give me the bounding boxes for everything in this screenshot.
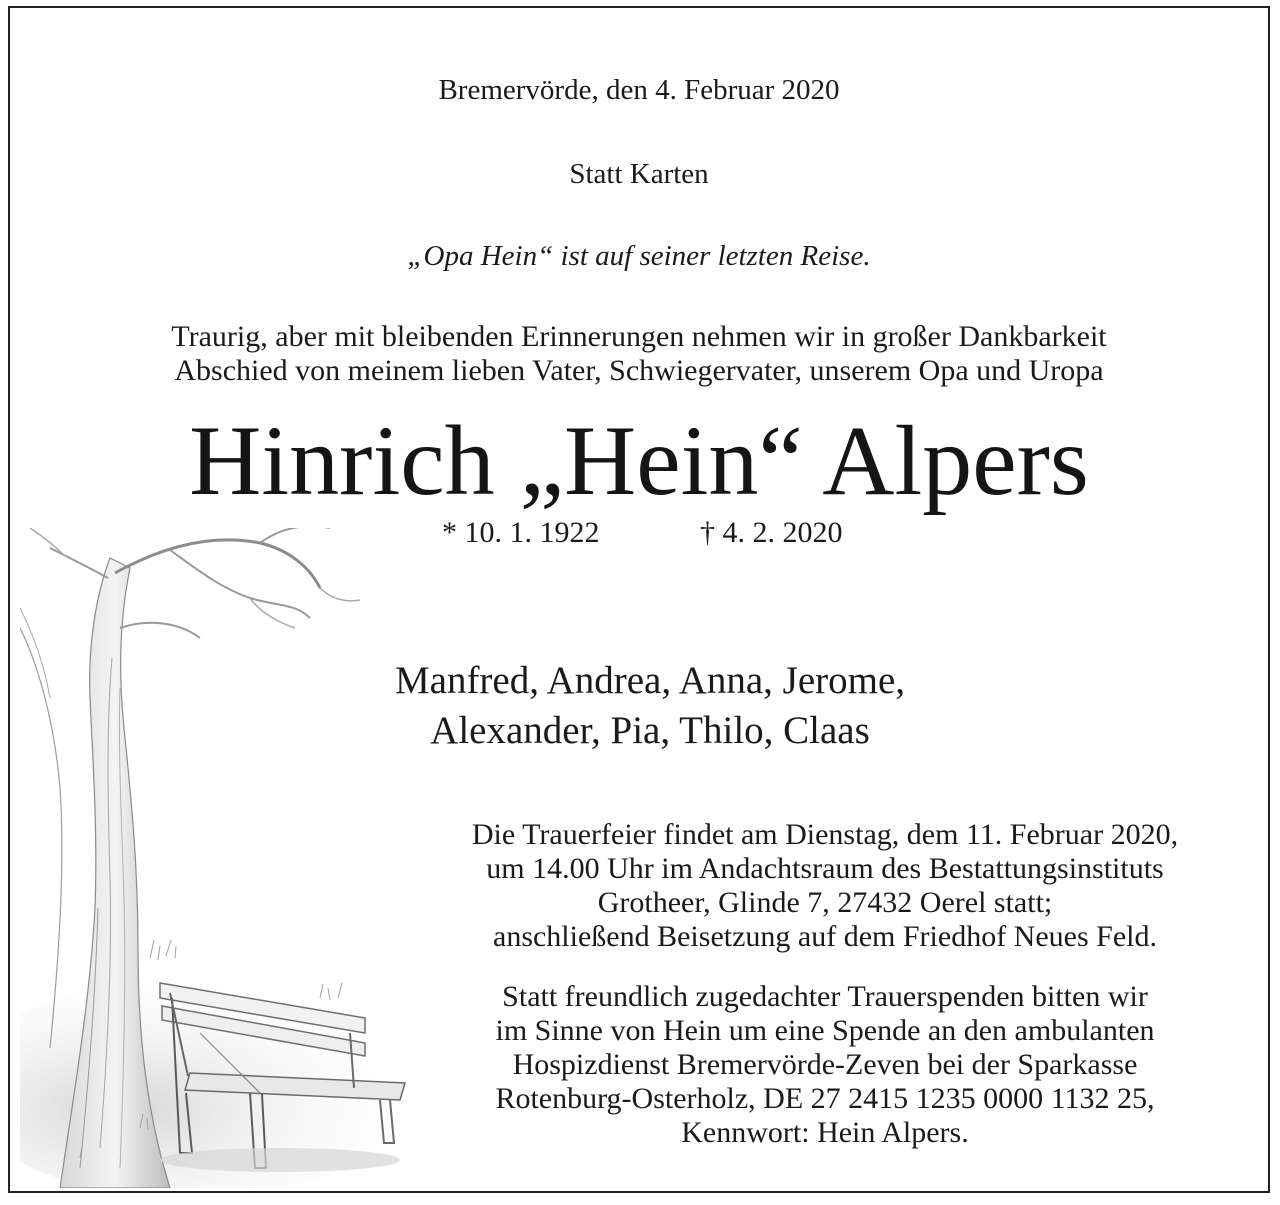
place-date: Bremervörde, den 4. Februar 2020	[438, 74, 840, 106]
donation-line-3: Hospizdienst Bremervörde-Zeven bei der Sparkasse	[512, 1048, 1138, 1081]
obituary-frame	[8, 6, 1270, 1193]
donation-line-5: Kennwort: Hein Alpers.	[681, 1116, 969, 1149]
donation-line-1: Statt freundlich zugedachter Trauerspenden bitten wir	[502, 980, 1148, 1013]
mourners-block	[250, 656, 1050, 756]
donation-line-2: im Sinne von Hein um eine Spende an den ambulanten	[495, 1014, 1155, 1047]
death-date: † 4. 2. 2020	[700, 516, 843, 549]
mourners-line-2: Alexander, Pia, Thilo, Claas	[430, 709, 870, 752]
intro-line-1: Traurig, aber mit bleibenden Erinnerungen nehmen wir in großer Dankbarkeit	[171, 320, 1107, 353]
donation-line-4: Rotenburg-Osterholz, DE 27 2415 1235 0000 1132 25,	[495, 1082, 1155, 1115]
quote-line: „Opa Hein“ ist auf seiner letzten Reise.	[407, 240, 871, 272]
funeral-line-1: Die Trauerfeier findet am Dienstag, dem 11. Februar 2020,	[471, 818, 1179, 851]
funeral-line-3: Grotheer, Glinde 7, 27432 Oerel statt;	[597, 886, 1053, 919]
intro-text	[10, 320, 1268, 388]
statt-karten-line: Statt Karten	[569, 158, 709, 190]
funeral-line-2: um 14.00 Uhr im Andachtsraum des Bestattungsinstituts	[486, 852, 1164, 885]
deceased-name: Hinrich „Hein“ Alpers	[189, 405, 1089, 516]
tree-and-bench-illustration	[20, 528, 420, 1188]
birth-date: * 10. 1. 1922	[442, 516, 600, 549]
funeral-line-4: anschließend Beisetzung auf dem Friedhof Neues Feld.	[493, 920, 1157, 953]
donation-info	[400, 980, 1250, 1150]
mourners-line-1: Manfred, Andrea, Anna, Jerome,	[394, 659, 906, 702]
funeral-info	[400, 818, 1250, 954]
intro-line-2: Abschied von meinem lieben Vater, Schwiegervater, unserem Opa und Uropa	[174, 354, 1104, 387]
